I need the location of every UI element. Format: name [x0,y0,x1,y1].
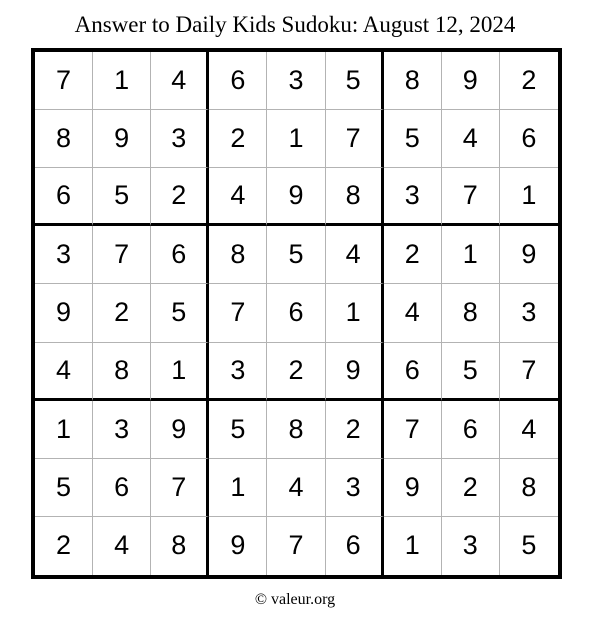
sudoku-cell: 4 [442,110,500,168]
page-title: Answer to Daily Kids Sudoku: August 12, 2024 [74,12,516,37]
sudoku-cell: 1 [384,517,442,575]
sudoku-cell: 7 [442,168,500,226]
sudoku-cell: 8 [93,343,151,401]
sudoku-cell: 8 [442,284,500,342]
sudoku-cell: 1 [151,343,209,401]
sudoku-cell: 3 [35,226,93,284]
sudoku-cell: 3 [93,401,151,459]
sudoku-cell: 4 [93,517,151,575]
sudoku-cell: 6 [384,343,442,401]
sudoku-cell: 8 [35,110,93,168]
sudoku-cell: 6 [267,284,325,342]
sudoku-cell: 7 [93,226,151,284]
sudoku-cell: 2 [35,517,93,575]
sudoku-cell: 9 [384,459,442,517]
sudoku-cell: 1 [35,401,93,459]
sudoku-cell: 8 [326,168,384,226]
sudoku-cell: 2 [442,459,500,517]
sudoku-cell: 8 [500,459,558,517]
sudoku-cell: 9 [442,52,500,110]
sudoku-cell: 4 [267,459,325,517]
sudoku-cell: 8 [384,52,442,110]
sudoku-cell: 9 [209,517,267,575]
sudoku-grid [31,48,562,579]
sudoku-cell: 4 [35,343,93,401]
sudoku-cell: 6 [35,168,93,226]
sudoku-cell: 7 [35,52,93,110]
sudoku-cell: 4 [209,168,267,226]
sudoku-cell: 1 [500,168,558,226]
sudoku-cell: 5 [442,343,500,401]
sudoku-cell: 6 [209,52,267,110]
sudoku-cell: 3 [384,168,442,226]
sudoku-cell: 2 [500,52,558,110]
sudoku-cell: 2 [209,110,267,168]
sudoku-cell: 5 [151,284,209,342]
sudoku-cell: 7 [326,110,384,168]
sudoku-cell: 3 [326,459,384,517]
sudoku-cell: 6 [442,401,500,459]
sudoku-cell: 1 [442,226,500,284]
sudoku-cell: 6 [151,226,209,284]
sudoku-cell: 2 [384,226,442,284]
sudoku-cell: 3 [500,284,558,342]
sudoku-cell: 5 [93,168,151,226]
sudoku-cell: 2 [326,401,384,459]
sudoku-cell: 3 [151,110,209,168]
sudoku-cell: 9 [151,401,209,459]
sudoku-cell: 5 [521,530,537,561]
sudoku-cell: 4 [500,401,558,459]
copyright-footer: © valeur.org [254,591,336,608]
sudoku-cell: 9 [326,343,384,401]
sudoku-cell: 3 [267,52,325,110]
sudoku-cell: 4 [384,284,442,342]
sudoku-cell: 8 [151,517,209,575]
sudoku-cell: 8 [209,226,267,284]
sudoku-cell: 6 [500,110,558,168]
sudoku-cell: 5 [384,110,442,168]
sudoku-cell: 4 [151,52,209,110]
sudoku-cell: 5 [326,52,384,110]
sudoku-cell: 7 [384,401,442,459]
sudoku-cell: 4 [326,226,384,284]
sudoku-cell: 5 [267,226,325,284]
sudoku-cell: 8 [267,401,325,459]
sudoku-cell: 3 [442,517,500,575]
sudoku-cell: 9 [267,168,325,226]
sudoku-cell: 6 [93,459,151,517]
sudoku-cell: 7 [267,517,325,575]
sudoku-cell: 7 [151,459,209,517]
sudoku-cell: 9 [500,226,558,284]
sudoku-cell: 3 [209,343,267,401]
sudoku-cell: 1 [326,284,384,342]
sudoku-cell: 2 [93,284,151,342]
sudoku-cell: 6 [326,517,384,575]
sudoku-cell: 1 [93,52,151,110]
sudoku-cell: 5 [35,459,93,517]
sudoku-cell: 7 [209,284,267,342]
sudoku-cell: 2 [151,168,209,226]
sudoku-cell: 1 [267,110,325,168]
sudoku-cell: 2 [267,343,325,401]
sudoku-cell: 9 [93,110,151,168]
sudoku-cell: 7 [500,343,558,401]
sudoku-cell: 1 [209,459,267,517]
sudoku-cell: 5 [209,401,267,459]
sudoku-cell: 9 [35,284,93,342]
